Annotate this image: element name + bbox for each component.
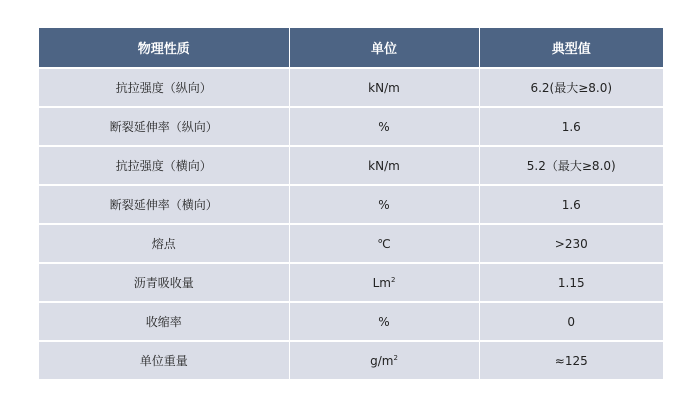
table-row (39, 263, 663, 302)
value-cell: 0 (479, 302, 663, 341)
table-row (39, 107, 663, 146)
property-cell: 抗拉强度（横向） (39, 146, 289, 185)
unit-text: Lm (372, 275, 391, 290)
unit-text: % (378, 119, 390, 134)
properties-table (39, 28, 663, 379)
property-cell: 收缩率 (39, 302, 289, 341)
table-row (39, 185, 663, 224)
unit-cell (289, 185, 479, 224)
property-cell: 沥青吸收量 (39, 263, 289, 302)
header-property: 物理性质 (39, 28, 289, 68)
unit-text: ℃ (377, 236, 391, 251)
unit-cell (289, 107, 479, 146)
unit-superscript: 2 (393, 353, 398, 362)
value-cell: 5.2（最大≥8.0) (479, 146, 663, 185)
unit-text: % (378, 197, 390, 212)
unit-superscript: 2 (390, 275, 396, 284)
unit-cell (289, 263, 479, 302)
value-cell: 1.6 (479, 185, 663, 224)
table-row (39, 224, 663, 263)
table-row (39, 68, 663, 107)
value-cell: 1.15 (479, 263, 663, 302)
unit-text: kN/m (368, 158, 400, 173)
unit-cell (289, 224, 479, 263)
table-row (39, 302, 663, 341)
table-row (39, 146, 663, 185)
header-unit: 单位 (289, 28, 479, 68)
property-cell: 熔点 (39, 224, 289, 263)
unit-cell (289, 146, 479, 185)
property-cell: 单位重量 (39, 341, 289, 379)
value-cell: >230 (479, 224, 663, 263)
property-cell: 断裂延伸率（横向） (39, 185, 289, 224)
unit-text: g/m (370, 353, 394, 368)
unit-text: % (378, 314, 390, 329)
property-cell: 抗拉强度（纵向） (39, 68, 289, 107)
table-header-row (39, 28, 663, 68)
property-cell: 断裂延伸率（纵向） (39, 107, 289, 146)
unit-cell (289, 341, 479, 379)
unit-cell (289, 302, 479, 341)
unit-cell (289, 68, 479, 107)
value-cell: 1.6 (479, 107, 663, 146)
unit-text: kN/m (368, 80, 400, 95)
value-cell: ≈125 (479, 341, 663, 379)
table-row (39, 341, 663, 379)
header-typical-value: 典型值 (479, 28, 663, 68)
value-cell: 6.2(最大≥8.0) (479, 68, 663, 107)
properties-table-container (39, 28, 663, 379)
